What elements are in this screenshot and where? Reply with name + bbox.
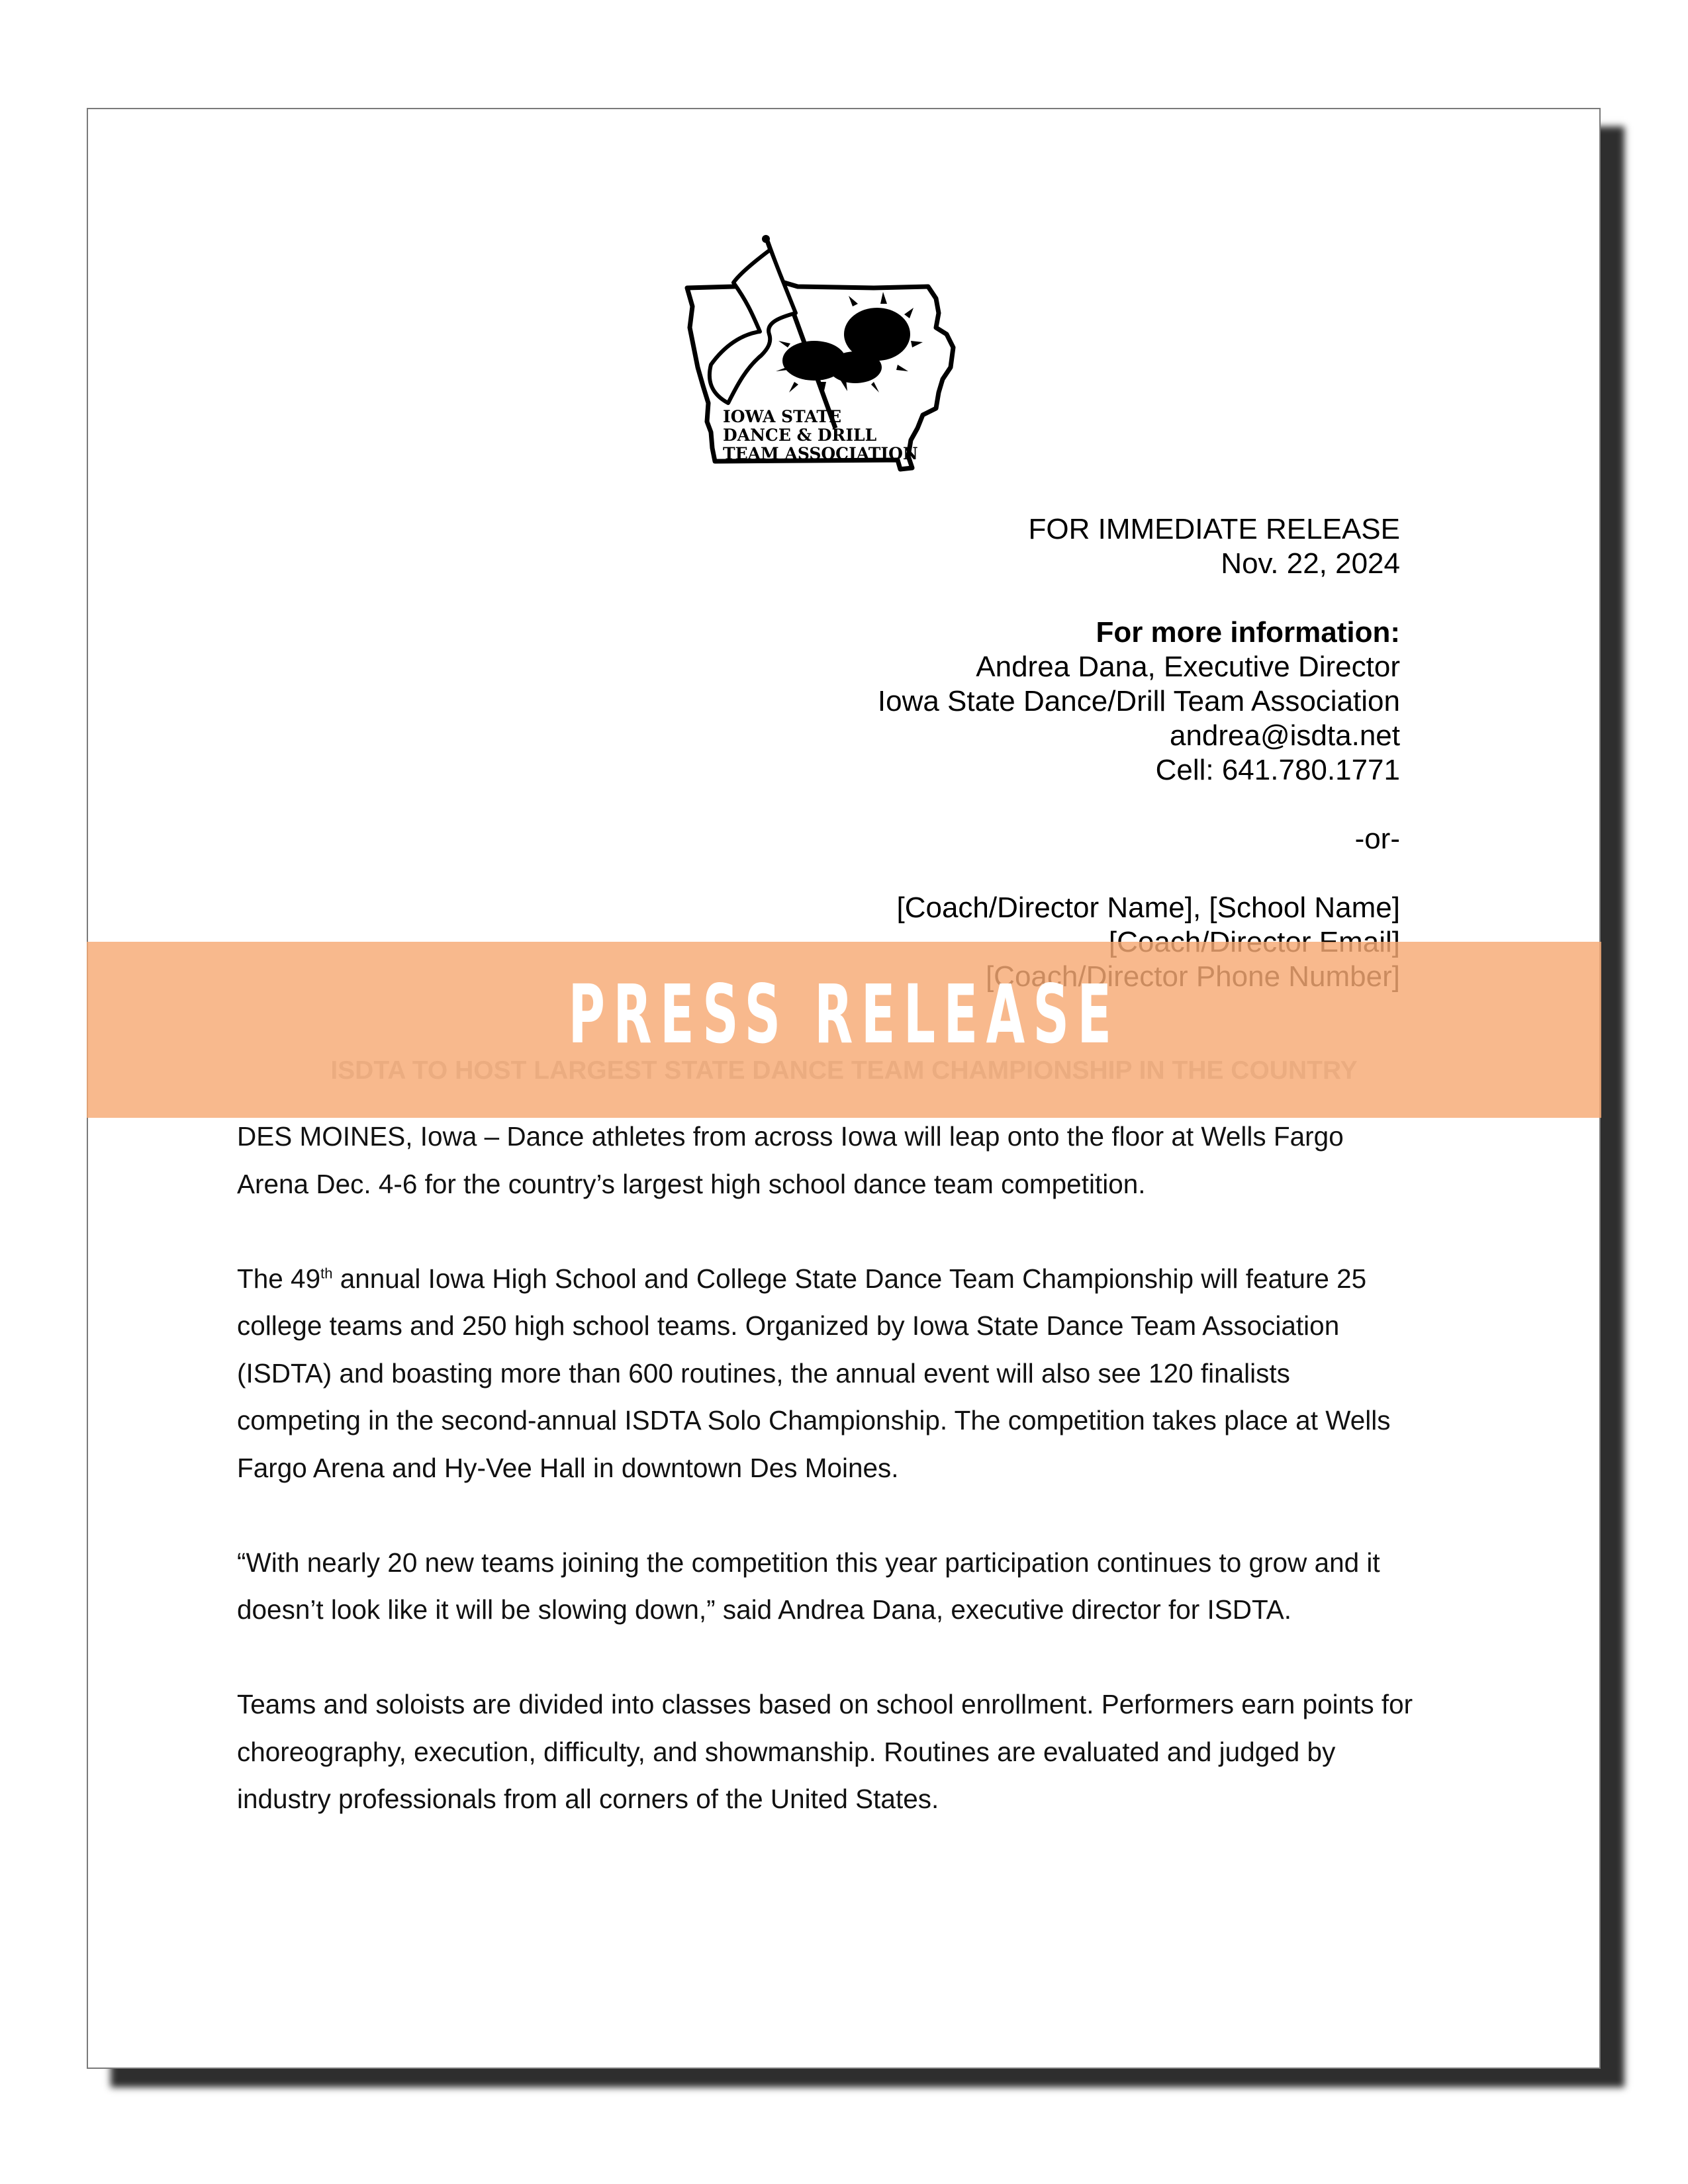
logo-text-line3: TEAM ASSOCIATION [723,444,918,463]
body-p2-start: The 49 [237,1263,321,1294]
contact-phone: Cell: 641.780.1771 [1155,754,1400,786]
iowa-map-flag-icon [682,235,973,480]
alt-contact-name: [Coach/Director Name], [School Name] [896,891,1400,924]
body-paragraph-1: DES MOINES, Iowa – Dance athletes from across Iowa will leap onto the floor at Wells Fargo Arena Dec. 4-6 for the country’s largest high school dance team competition. [237,1121,1344,1199]
body-paragraph-3: “With nearly 20 new teams joining the competition this year participation continues to grow and it doesn’t look like it will be slowing down,” said Andrea Dana, executive director for ISDTA. [237,1547,1380,1625]
banner-title: PRESS RELEASE [568,968,1120,1062]
contact-organization: Iowa State Dance/Drill Team Association [877,685,1400,717]
release-date: Nov. 22, 2024 [1221,547,1400,580]
isdta-logo [682,235,973,480]
contact-name: Andrea Dana, Executive Director [976,651,1400,683]
contact-header [473,512,1400,994]
contact-separator: -or- [1354,823,1400,855]
press-body [237,1113,1415,1870]
body-p2-superscript: th [320,1265,333,1281]
release-label: FOR IMMEDIATE RELEASE [1028,513,1400,545]
logo-text-line1: IOWA STATE [723,407,842,426]
body-p2-rest: annual Iowa High School and College State Dance Team Championship will feature 25 college teams and 250 high school teams. Organized by Iowa State Dance Team Association (ISDTA) and boasting more than 600 routines, the annual event will also see 120 finalists competing in the second-annual ISDTA Solo Championship. The competition takes place at Wells Fargo Arena and Hy-Vee Hall in downtown Des Moines. [237,1263,1391,1483]
contact-heading: For more information: [1096,616,1400,649]
body-paragraph-2 [237,1255,1415,1492]
body-paragraph-4: Teams and soloists are divided into classes based on school enrollment. Performers earn points for choreography, execution, difficulty, and showmanship. Routines are evaluated and judged by industry professionals from all corners of the United States. [237,1689,1413,1814]
contact-email[interactable]: andrea@isdta.net [1169,719,1400,752]
logo-text-line2: DANCE & DRILL [723,426,877,445]
